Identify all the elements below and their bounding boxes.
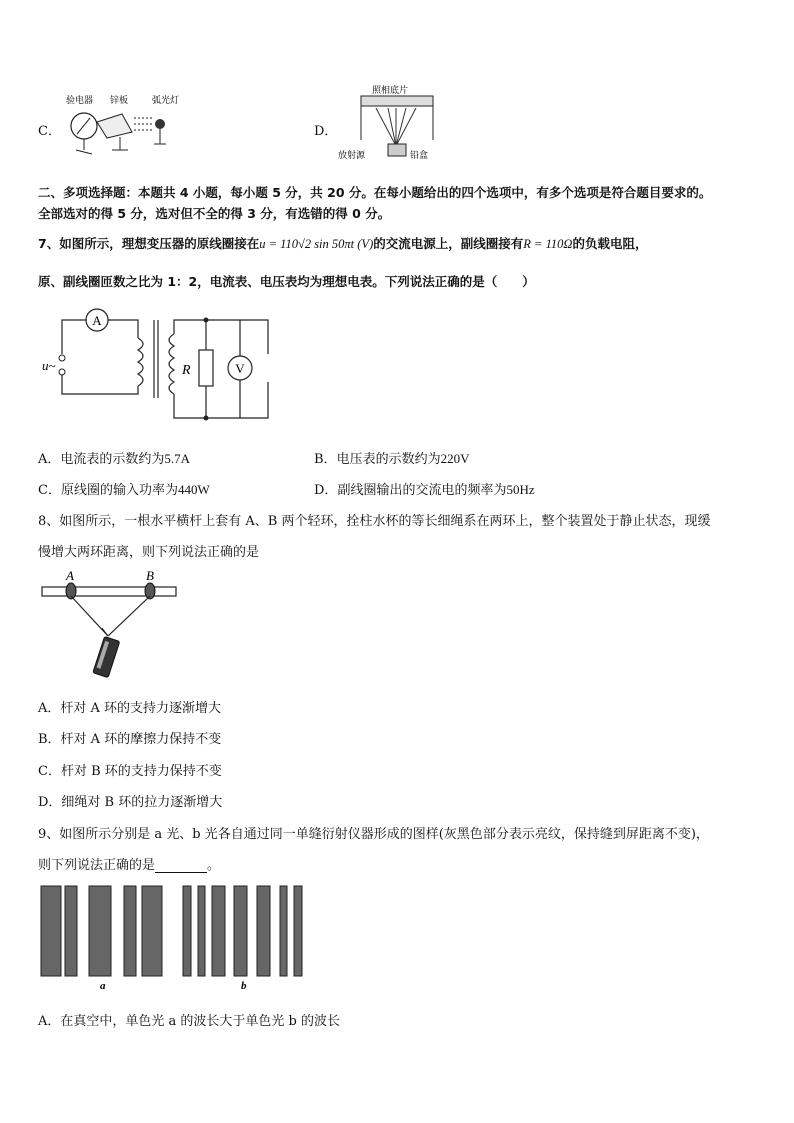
q8-option-c[interactable]: C．杆对 B 环的支持力保持不变 [38, 764, 222, 779]
radioactive-source-caption: 放射源 [338, 150, 366, 160]
diffraction-patterns-figure [38, 882, 308, 994]
section-heading-line2: 全部选对的得 5 分，选对但不全的得 3 分，有选错的得 0 分。 [38, 206, 391, 221]
q8-option-b[interactable]: B．杆对 A 环的摩擦力保持不变 [38, 732, 222, 747]
q7-stem-line2: 原、副线圈匝数之比为 1：2，电流表、电压表均为理想电表。下列说法正确的是（ ） [38, 274, 535, 289]
option-value: 5.7A [164, 451, 191, 466]
option-text: 副线圈输出的交流电的频率为 [337, 483, 507, 498]
section-heading-line1: 二、多项选择题：本题共 4 小题，每小题 5 分，共 20 分。在每小题给出的四个选项中，有多个选项是符合题目要求的。 [38, 185, 712, 200]
option-letter: A． [38, 452, 61, 467]
q9-stem-prefix: 则下列说法正确的是 [38, 858, 156, 873]
option-text: 电流表的示数约为 [60, 452, 165, 467]
ammeter-label: A [92, 313, 102, 328]
q8-option-d[interactable]: D．细绳对 B 环的拉力逐渐增大 [38, 795, 223, 810]
q7-option-c[interactable] [38, 479, 210, 498]
q7-option-b[interactable] [314, 448, 469, 467]
radiation-figure [336, 84, 446, 162]
q9-stem-line2 [38, 854, 220, 873]
q8-stem-line1: 8、如图所示，一根水平横杆上套有 A、B 两个轻环，拴柱水杯的等长细绳系在两环上，整个装置处于静止状态，现缓 [38, 514, 711, 529]
arc-lamp-caption: 弧光灯 [152, 95, 180, 105]
q7-resistance-formula: R = 110Ω [523, 237, 573, 251]
photo-film-caption: 照相底片 [372, 85, 409, 95]
pattern-b-label: b [241, 980, 247, 992]
resistor-icon [199, 350, 213, 386]
ac-source-label: u~ [42, 358, 56, 373]
pattern-a-label: a [100, 980, 106, 992]
ring-b-label: B [146, 568, 154, 583]
option-letter: D． [314, 483, 338, 498]
option-value: 440W [177, 482, 210, 497]
voltmeter-label: V [235, 361, 245, 376]
q7-stem-part-c: 的负载电阻， [572, 236, 648, 251]
electroscope-caption: 验电器 [66, 95, 94, 105]
ring-a-label: A [66, 568, 74, 583]
q8-option-a[interactable]: A．杆对 A 环的支持力逐渐增大 [38, 701, 222, 716]
option-value: 220V [440, 451, 470, 466]
option-text: 原线圈的输入功率为 [60, 483, 178, 498]
resistor-label: R [182, 363, 191, 378]
option-c-letter: C． [38, 124, 61, 139]
option-text: 电压表的示数约为 [336, 452, 441, 467]
lead-box-caption: 铅盒 [410, 150, 429, 160]
q9-option-a[interactable]: A．在真空中，单色光 a 的波长大于单色光 b 的波长 [38, 1014, 340, 1029]
q9-stem-suffix: 。 [207, 858, 221, 873]
q7-option-d[interactable] [314, 479, 535, 498]
zinc-plate-caption: 锌板 [110, 95, 129, 105]
q9-stem-line1: 9、如图所示分别是 a 光、b 光各自通过同一单缝衍射仪器形成的图样(灰黑色部分表示亮纹，保持缝到屏距离不变)， [38, 827, 709, 842]
rod-rings-figure [40, 566, 182, 682]
option-value: 50Hz [506, 482, 535, 497]
option-letter: B． [314, 452, 337, 467]
photoelectric-figure [62, 92, 222, 162]
q7-stem-line1 [38, 234, 647, 252]
option-letter: C． [38, 483, 61, 498]
q7-stem-part-a: 7、如图所示，理想变压器的原线圈接在 [38, 236, 260, 251]
q7-formula: u = 110√2 sin 50πt (V) [259, 237, 374, 251]
answer-blank[interactable] [155, 860, 207, 873]
option-d-letter: D． [314, 124, 338, 139]
q7-stem-part-b: 的交流电源上，副线圈接有 [373, 236, 524, 251]
transformer-circuit-figure [40, 306, 275, 424]
q8-stem-line2: 慢增大两环距离，则下列说法正确的是 [38, 545, 260, 560]
q7-option-a[interactable] [38, 448, 190, 467]
